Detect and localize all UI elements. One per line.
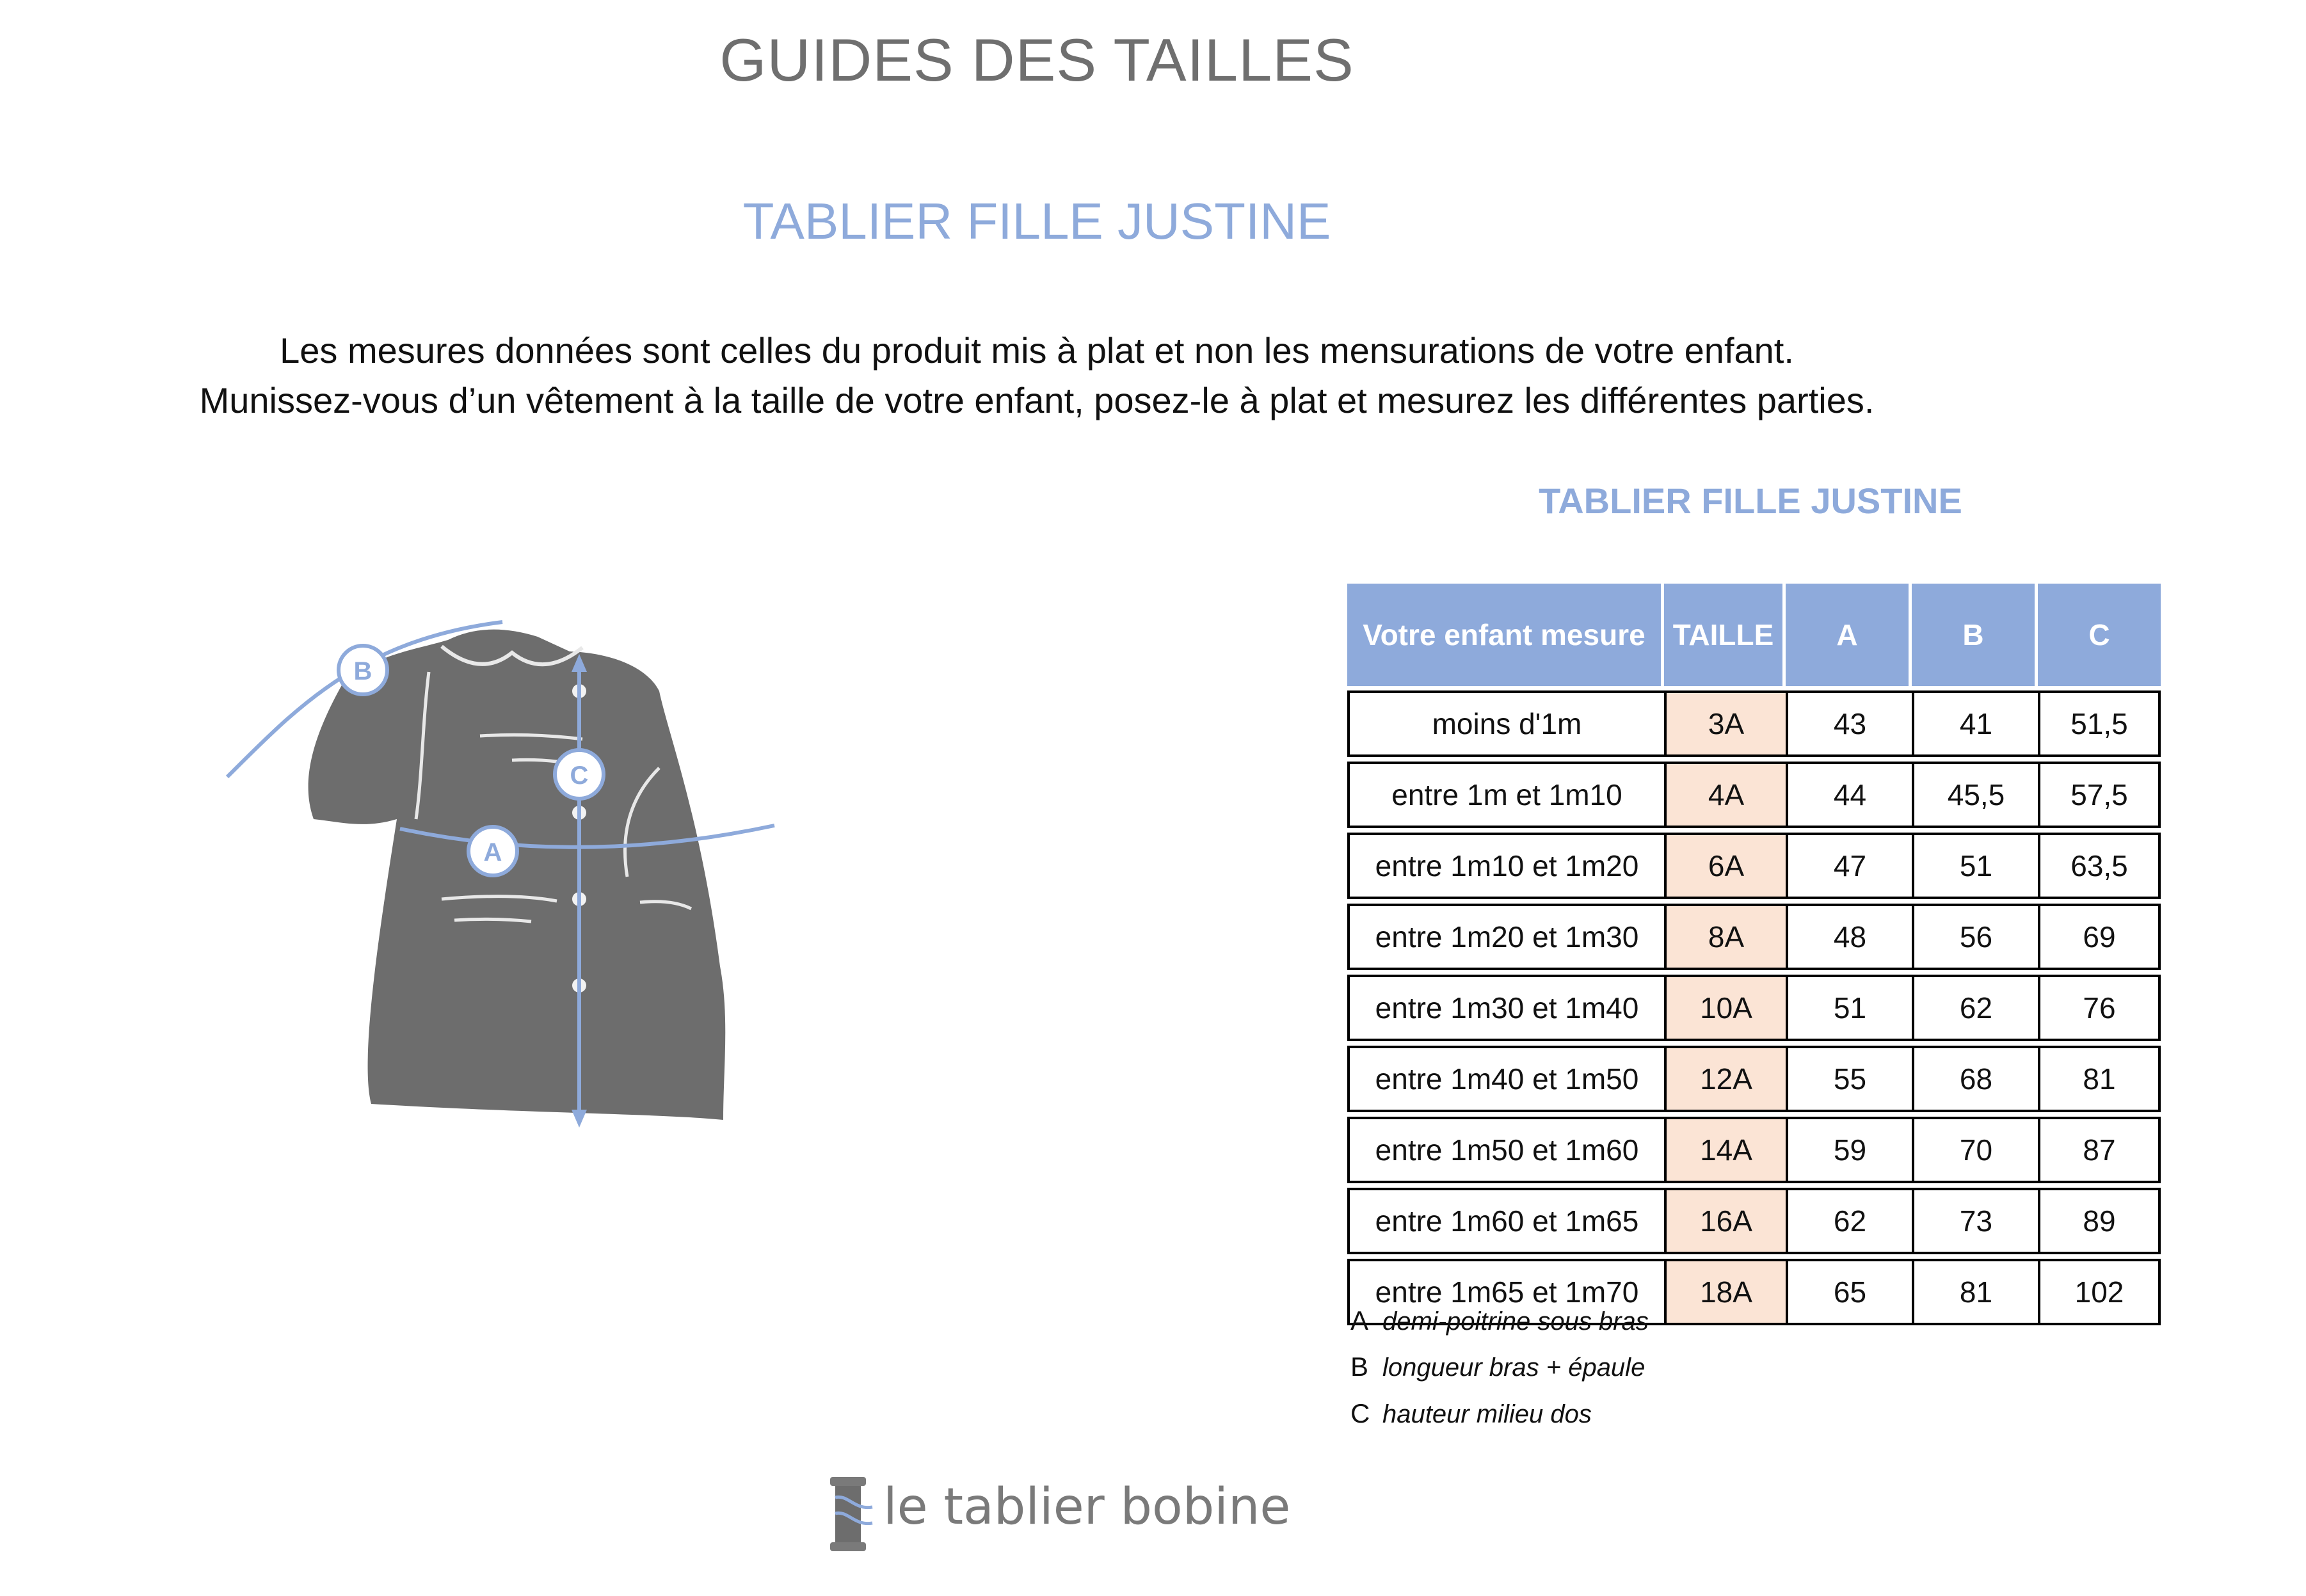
- cell-height: moins d'1m: [1347, 690, 1664, 757]
- cell-b: 81: [1912, 1259, 2038, 1325]
- table-row: [1347, 904, 2161, 970]
- header-b: B: [1912, 584, 2038, 686]
- marker-b: [339, 646, 387, 694]
- cell-a: 43: [1786, 690, 1912, 757]
- yoke-seam-right: [512, 760, 557, 762]
- cell-b: 62: [1912, 975, 2038, 1041]
- cell-a: 59: [1786, 1117, 1912, 1183]
- cell-b: 70: [1912, 1117, 2038, 1183]
- cell-c: 63,5: [2038, 833, 2161, 899]
- cell-a: 51: [1786, 975, 1912, 1041]
- cell-c: 102: [2038, 1259, 2161, 1325]
- cell-b: 73: [1912, 1188, 2038, 1254]
- marker-a-label: A: [483, 838, 502, 866]
- product-title: TABLIER FILLE JUSTINE: [742, 193, 1331, 250]
- legend-desc: demi-poitrine sous bras: [1382, 1307, 1649, 1336]
- garment-illustration: [211, 608, 864, 1133]
- table-row: [1347, 975, 2161, 1041]
- spool-icon: [816, 1472, 880, 1555]
- cell-b: 51: [1912, 833, 2038, 899]
- cell-c: 89: [2038, 1188, 2161, 1254]
- table-row: [1347, 690, 2161, 757]
- legend-item-a: [1350, 1305, 1649, 1336]
- garment-body: [308, 630, 726, 1120]
- cell-b: 68: [1912, 1046, 2038, 1112]
- intro-line-2: Munissez-vous d’un vêtement à la taille de votre enfant, posez-le à plat et mesurez les différentes parties.: [199, 380, 1875, 420]
- cell-height: entre 1m10 et 1m20: [1347, 833, 1664, 899]
- cell-b: 41: [1912, 690, 2038, 757]
- legend-desc: longueur bras + épaule: [1382, 1353, 1645, 1382]
- cell-height: entre 1m50 et 1m60: [1347, 1117, 1664, 1183]
- cell-height: entre 1m40 et 1m50: [1347, 1046, 1664, 1112]
- header-child-height: Votre enfant mesure: [1347, 584, 1664, 686]
- cell-height: entre 1m60 et 1m65: [1347, 1188, 1664, 1254]
- legend-letter: C: [1350, 1398, 1370, 1428]
- intro-line-1: Les mesures données sont celles du produit mis à plat et non les mensurations de votre enfant.: [280, 330, 1794, 371]
- cell-a: 48: [1786, 904, 1912, 970]
- header-a: A: [1786, 584, 1912, 686]
- cell-taille: 12A: [1664, 1046, 1786, 1112]
- cell-height: entre 1m20 et 1m30: [1347, 904, 1664, 970]
- cell-a: 44: [1786, 762, 1912, 828]
- cell-taille: 10A: [1664, 975, 1786, 1041]
- cell-height: entre 1m et 1m10: [1347, 762, 1664, 828]
- cell-c: 81: [2038, 1046, 2161, 1112]
- legend-item-b: [1350, 1352, 1645, 1382]
- legend-letter: A: [1350, 1305, 1369, 1336]
- marker-a: [468, 827, 517, 875]
- logo-text: le tablier bobine: [883, 1478, 1291, 1536]
- legend-item-c: [1350, 1398, 1592, 1429]
- size-table: [1347, 579, 2161, 1330]
- cell-taille: 6A: [1664, 833, 1786, 899]
- table-header-row: [1347, 584, 2161, 686]
- header-c: C: [2038, 584, 2161, 686]
- legend-letter: B: [1350, 1352, 1369, 1382]
- cell-taille: 14A: [1664, 1117, 1786, 1183]
- table-row: [1347, 1117, 2161, 1183]
- cell-b: 56: [1912, 904, 2038, 970]
- cell-c: 69: [2038, 904, 2161, 970]
- brand-logo: [816, 1472, 1291, 1555]
- cell-a: 62: [1786, 1188, 1912, 1254]
- page-title: GUIDES DES TAILLES: [719, 26, 1354, 93]
- marker-c-label: C: [570, 762, 589, 790]
- cell-c: 57,5: [2038, 762, 2161, 828]
- cell-height: entre 1m65 et 1m70: [1347, 1259, 1664, 1325]
- cell-c: 87: [2038, 1117, 2161, 1183]
- cell-taille: 18A: [1664, 1259, 1786, 1325]
- cell-taille: 16A: [1664, 1188, 1786, 1254]
- cell-c: 51,5: [2038, 690, 2161, 757]
- cell-taille: 4A: [1664, 762, 1786, 828]
- marker-c: [555, 750, 604, 799]
- table-row: [1347, 1188, 2161, 1254]
- cell-a: 65: [1786, 1259, 1912, 1325]
- cell-taille: 8A: [1664, 904, 1786, 970]
- table-row: [1347, 762, 2161, 828]
- cell-c: 76: [2038, 975, 2161, 1041]
- cell-taille: 3A: [1664, 690, 1786, 757]
- legend-desc: hauteur milieu dos: [1382, 1400, 1592, 1428]
- header-taille: TAILLE: [1664, 584, 1786, 686]
- cell-a: 55: [1786, 1046, 1912, 1112]
- table-row: [1347, 833, 2161, 899]
- marker-b-label: B: [353, 657, 372, 685]
- table-row: [1347, 1046, 2161, 1112]
- cell-height: entre 1m30 et 1m40: [1347, 975, 1664, 1041]
- arrow-down: [572, 1110, 587, 1128]
- table-title: TABLIER FILLE JUSTINE: [1539, 481, 1962, 521]
- cell-a: 47: [1786, 833, 1912, 899]
- cell-b: 45,5: [1912, 762, 2038, 828]
